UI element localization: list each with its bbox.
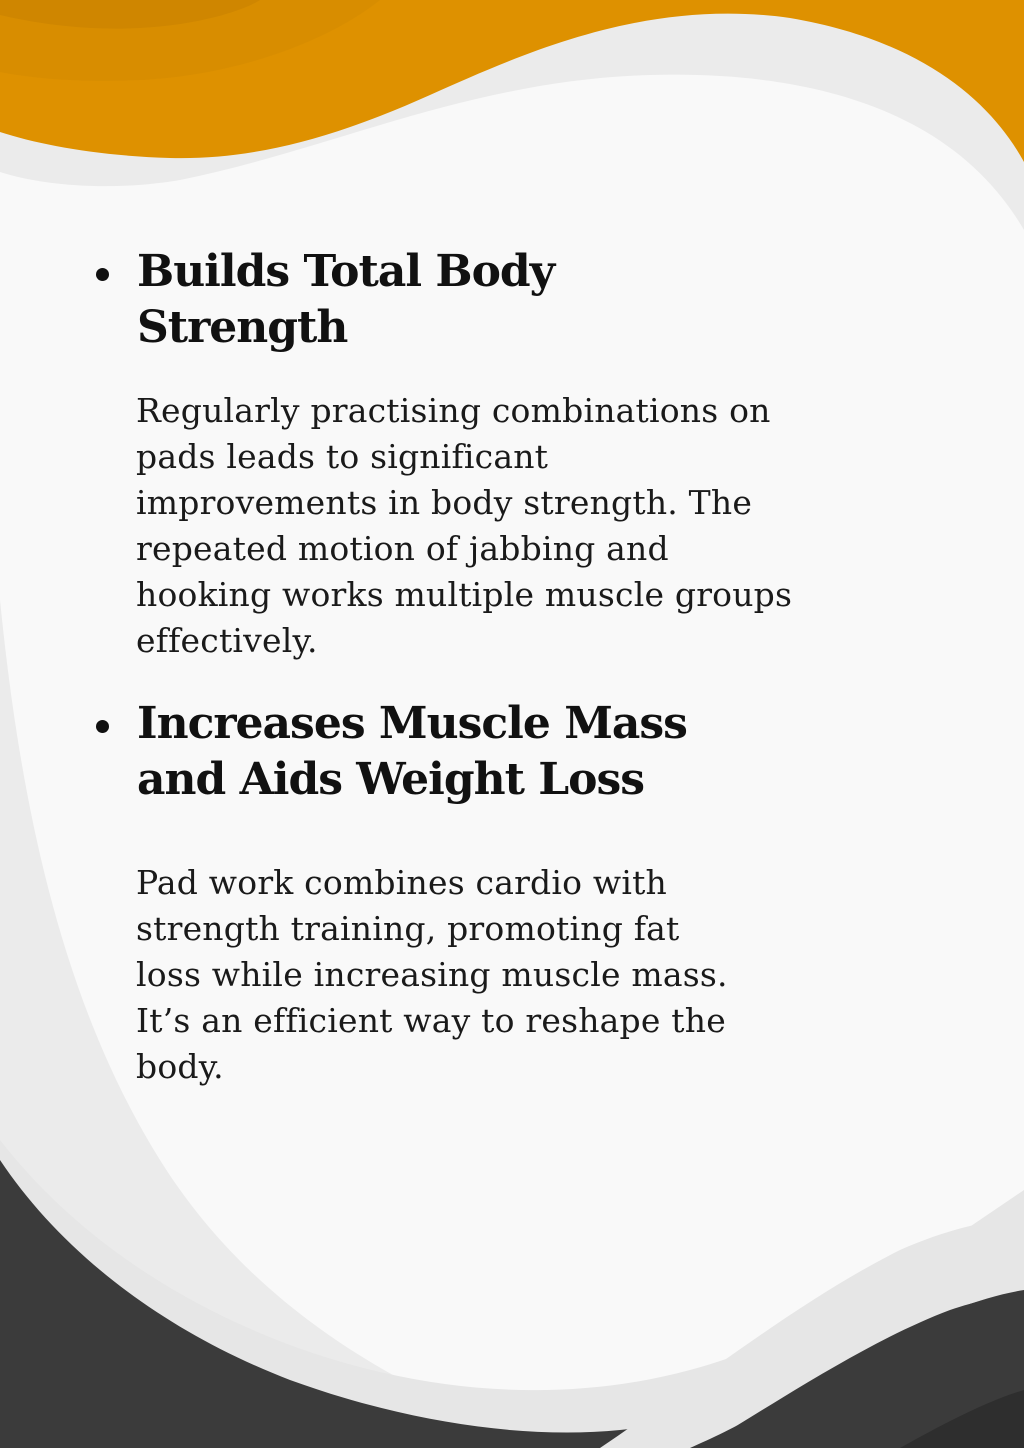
bullet-icon <box>96 720 109 733</box>
section-body-text: Regularly practising combinations on pads leads to significant improvements in body strength. The repeated motion of jabbing and hooking works multiple muscle groups effectively. <box>136 391 793 660</box>
section-heading: Builds Total Body Strength <box>137 246 555 353</box>
section-heading: Increases Muscle Mass and Aids Weight Loss <box>137 698 687 805</box>
section-body-text: Pad work combines cardio with strength training, promoting fat loss while increasing muscle mass. It’s an efficient way to reshape the body. <box>136 863 728 1086</box>
bullet-icon <box>96 268 109 281</box>
